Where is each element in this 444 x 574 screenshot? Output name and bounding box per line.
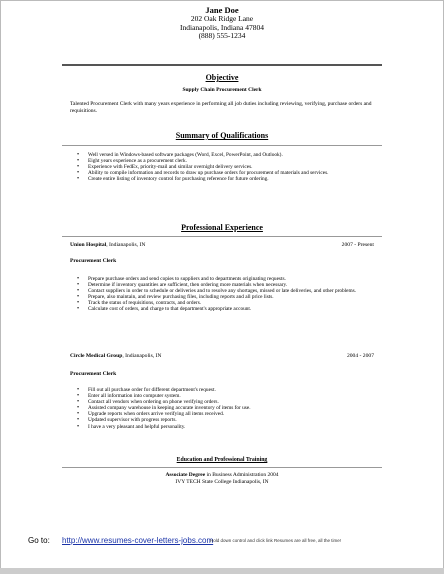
list-item: • Calculate cost of orders, and charge to that department's appropriate account. bbox=[88, 306, 374, 312]
job-2-row bbox=[70, 353, 374, 359]
list-item: • Assisted company warehouse in keeping accurate inventory of items for use. bbox=[88, 405, 374, 411]
qualifications-divider bbox=[62, 145, 382, 146]
job-2-employer: Circle Medical Group bbox=[70, 353, 123, 359]
list-item: • Updated supervisor with progress reports. bbox=[88, 417, 374, 423]
list-item: • Create entire listing of inventory control for purchasing reference for future ordering. bbox=[88, 176, 374, 182]
education-school: IVY TECH State College Indianapolis, IN bbox=[175, 479, 269, 485]
education-degree bbox=[0, 472, 444, 479]
list-item: • Ability to compile information and records to draw up purchase orders for procurement of materials and services. bbox=[88, 170, 374, 176]
list-item: • Prepare, also maintain, and review purchasing files, including reports and all price lists. bbox=[88, 294, 374, 300]
list-item: • Prepare purchase orders and send copies to suppliers and to departments originating requests. bbox=[88, 276, 374, 282]
address-line-1: 202 Oak Ridge Lane bbox=[190, 14, 254, 23]
list-item: • Upgrade reports when orders arrive verifying all items received. bbox=[88, 411, 374, 417]
education-heading: Education and Professional Training bbox=[176, 457, 268, 463]
goto-label: Go to: bbox=[28, 536, 50, 545]
qualifications-heading: Summary of Qualifications bbox=[175, 131, 269, 140]
list-item: • Enter all information into computer system. bbox=[88, 393, 374, 399]
list-item: • Experience with FedEx, priority-mail and similar overnight delivery services. bbox=[88, 164, 374, 170]
phone-number: (888) 555-1234 bbox=[198, 31, 246, 40]
job-1-employer: Union Hospital bbox=[70, 242, 107, 248]
list-item: • Contact suppliers in order to schedule or deliveries and to resolve any shortages, missed or late deliveries, and other problems. bbox=[88, 288, 374, 294]
list-item: • Determine if inventory quantities are sufficient, then ordering more materials when necessary. bbox=[88, 282, 374, 288]
job-2-dates: 2004 - 2007 bbox=[346, 353, 374, 359]
objective-text: Talented Procurement Clerk with many years experience in performing all job duties including reviewing, verifying, purchase orders and requisitions. bbox=[70, 101, 372, 114]
job-2-location: , Indianapolis, IN bbox=[122, 353, 162, 359]
header-divider bbox=[62, 64, 382, 66]
resume-header bbox=[0, 6, 444, 41]
job-2-title: Procurement Clerk bbox=[70, 371, 117, 377]
list-item: • Fill out all purchase order for different department's request. bbox=[88, 387, 374, 393]
experience-heading: Professional Experience bbox=[181, 223, 263, 232]
list-item: • Track the status of requisitions, contracts, and orders. bbox=[88, 300, 374, 306]
experience-divider bbox=[62, 236, 382, 237]
list-item: • Well versed in Windows-based software packages (Word, Excel, PowerPoint, and Outlook). bbox=[88, 152, 374, 158]
qualifications-list bbox=[88, 152, 374, 182]
objective-heading: Objective bbox=[205, 73, 239, 82]
list-item: • Eight years experience as a procurement clerk. bbox=[88, 158, 374, 164]
job-1-location: , Indianapolis, IN bbox=[106, 242, 146, 248]
degree-field: in Business Administration 2004 bbox=[205, 472, 279, 478]
bottom-band bbox=[0, 568, 444, 574]
education-divider bbox=[62, 467, 382, 468]
footer bbox=[0, 536, 444, 556]
candidate-name: Jane Doe bbox=[205, 5, 239, 15]
job-1-duties bbox=[88, 276, 374, 313]
resume-site-link[interactable]: http://www.resumes-cover-letters-jobs.com bbox=[62, 536, 214, 545]
objective-subtitle: Supply Chain Procurement Clerk bbox=[182, 87, 262, 93]
list-item: • I have a very pleasant and helpful personality. bbox=[88, 424, 374, 430]
job-1-row bbox=[70, 242, 374, 248]
address-line-2: Indianapolis, Indiana 47804 bbox=[180, 22, 264, 32]
job-1-title: Procurement Clerk bbox=[70, 258, 117, 264]
list-item: • Contact all vendors when ordering on phone verifying orders. bbox=[88, 399, 374, 405]
job-1-dates: 2007 - Present bbox=[341, 242, 374, 248]
job-2-duties bbox=[88, 387, 374, 430]
degree-name: Associate Degree bbox=[165, 472, 206, 478]
footer-note: Hold down control and click link Resumes are all free, all the time! bbox=[210, 538, 342, 543]
